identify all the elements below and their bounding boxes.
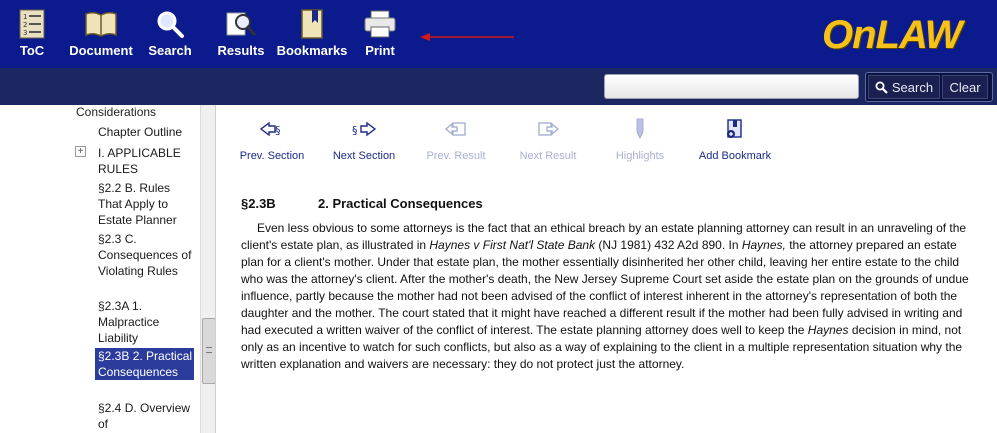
search-button[interactable]: [868, 75, 940, 99]
prev-section-icon: [260, 118, 284, 140]
bookmarks-label: Bookmarks: [276, 43, 348, 58]
body-text: Even less obvious to some attorneys is the fact that an ethical breach by an estate planning attorney can result in an unraveling of the client's estate plan, as illustrated in: [241, 221, 967, 252]
next-section-button[interactable]: [314, 118, 414, 162]
svg-text:3: 3: [23, 29, 28, 37]
body-text: (NJ 1981) 432 A2d 890. In: [595, 238, 742, 252]
search-toolbar-label: Search: [148, 43, 192, 58]
add-bookmark-label: Add Bookmark: [698, 150, 772, 162]
section-body: [241, 220, 977, 373]
book-icon: [83, 8, 119, 40]
results-icon: [223, 8, 259, 40]
search-toolbar-button[interactable]: [146, 8, 194, 64]
toc-item-2-3a[interactable]: §2.3A 1. Malpractice Liability: [98, 299, 160, 345]
toc-button[interactable]: [12, 8, 52, 64]
toc-scrollbar[interactable]: [200, 105, 216, 433]
case-name: Haynes: [807, 323, 849, 337]
svg-text:1: 1: [23, 13, 28, 21]
onlaw-logo: OnLAW: [822, 13, 962, 57]
toc-sidebar: [0, 105, 216, 433]
search-icon: [875, 81, 888, 94]
svg-text:2: 2: [23, 21, 28, 29]
case-name: Haynes,: [741, 238, 786, 252]
toc-item-2-4[interactable]: §2.4 D. Overview of: [98, 401, 191, 431]
bookmarks-button[interactable]: [278, 8, 346, 64]
search-input[interactable]: [604, 74, 859, 99]
red-arrow-annotation: [420, 32, 516, 42]
section-number: §2.3B: [241, 196, 276, 211]
svg-text:§: §: [275, 124, 281, 137]
list-icon: [14, 8, 50, 40]
top-toolbar: [0, 0, 997, 68]
print-button[interactable]: [360, 8, 400, 64]
next-section-label: Next Section: [332, 150, 396, 162]
printer-icon: [362, 8, 398, 40]
toc-item-2-3[interactable]: §2.3 C. Consequences of Violating Rules: [98, 232, 192, 278]
add-bookmark-button[interactable]: [685, 118, 785, 162]
document-button[interactable]: [68, 8, 134, 64]
body-text: the attorney prepared an estate plan for a client's mother. Under that estate plan, the mother essentially disinherited her other child, leaving her entire estate to the child who was the attorney's client. After the mother's death, the New Jersey Supreme Court set aside the estate plan on the grounds of undue influence, partly because the mother had not been advised of the conflict of interest inherent in the attorney's representation of both the daughter and the mother. The court stated that it might have reached a different result if the mother had been fully advised in writing and had executed a written waiver of the conflict of interest. The estate planning attorney does well to keep the: [241, 238, 969, 337]
toc-item-applicable-rules[interactable]: I. APPLICABLE RULES: [98, 146, 181, 176]
bookmark-book-icon: [294, 8, 330, 40]
highlights-label: Highlights: [615, 150, 665, 162]
scrollbar-thumb[interactable]: [202, 318, 216, 384]
highlights-button[interactable]: [590, 118, 690, 162]
section-title: 2. Practical Consequences: [318, 196, 483, 211]
results-label: Results: [217, 43, 265, 58]
prev-section-label: Prev. Section: [239, 150, 305, 162]
document-label: Document: [69, 43, 133, 58]
body-text: decision in mind, not only as an incentive to watch for such conflicts, but also as a way of explaining to the client in a multiple representation situation why the written explanation and waivers are necessary: they do not protect just the attorney.: [241, 323, 963, 371]
toc-parent-item[interactable]: Considerations: [76, 105, 157, 119]
search-button-group: [865, 72, 993, 102]
results-button[interactable]: [216, 8, 266, 64]
toc-label: ToC: [19, 43, 45, 58]
next-section-icon: [352, 118, 376, 140]
toc-item-chapter-outline[interactable]: Chapter Outline: [98, 125, 183, 139]
next-result-label: Next Result: [519, 150, 577, 162]
case-citation: Haynes v First Nat'l State Bank: [429, 238, 596, 252]
toc-item-2-3b-selected[interactable]: §2.3B 2. Practical Consequences: [95, 348, 194, 380]
search-bar: [0, 68, 997, 105]
next-result-button[interactable]: [498, 118, 598, 162]
magnifier-icon: [152, 8, 188, 40]
toc-item-2-2[interactable]: §2.2 B. Rules That Apply to Estate Planner: [98, 181, 177, 227]
prev-result-button[interactable]: [406, 118, 506, 162]
clear-button[interactable]: Clear: [942, 75, 988, 99]
expand-plus-icon[interactable]: +: [75, 146, 86, 157]
highlighter-icon: [634, 118, 646, 140]
next-result-icon: [537, 118, 559, 140]
add-bookmark-icon: [726, 118, 744, 140]
prev-section-button[interactable]: [222, 118, 322, 162]
prev-result-icon: [445, 118, 467, 140]
svg-text:§: §: [352, 124, 358, 137]
search-button-label: Search: [891, 79, 934, 95]
prev-result-label: Prev. Result: [426, 150, 486, 162]
print-label: Print: [365, 43, 395, 58]
